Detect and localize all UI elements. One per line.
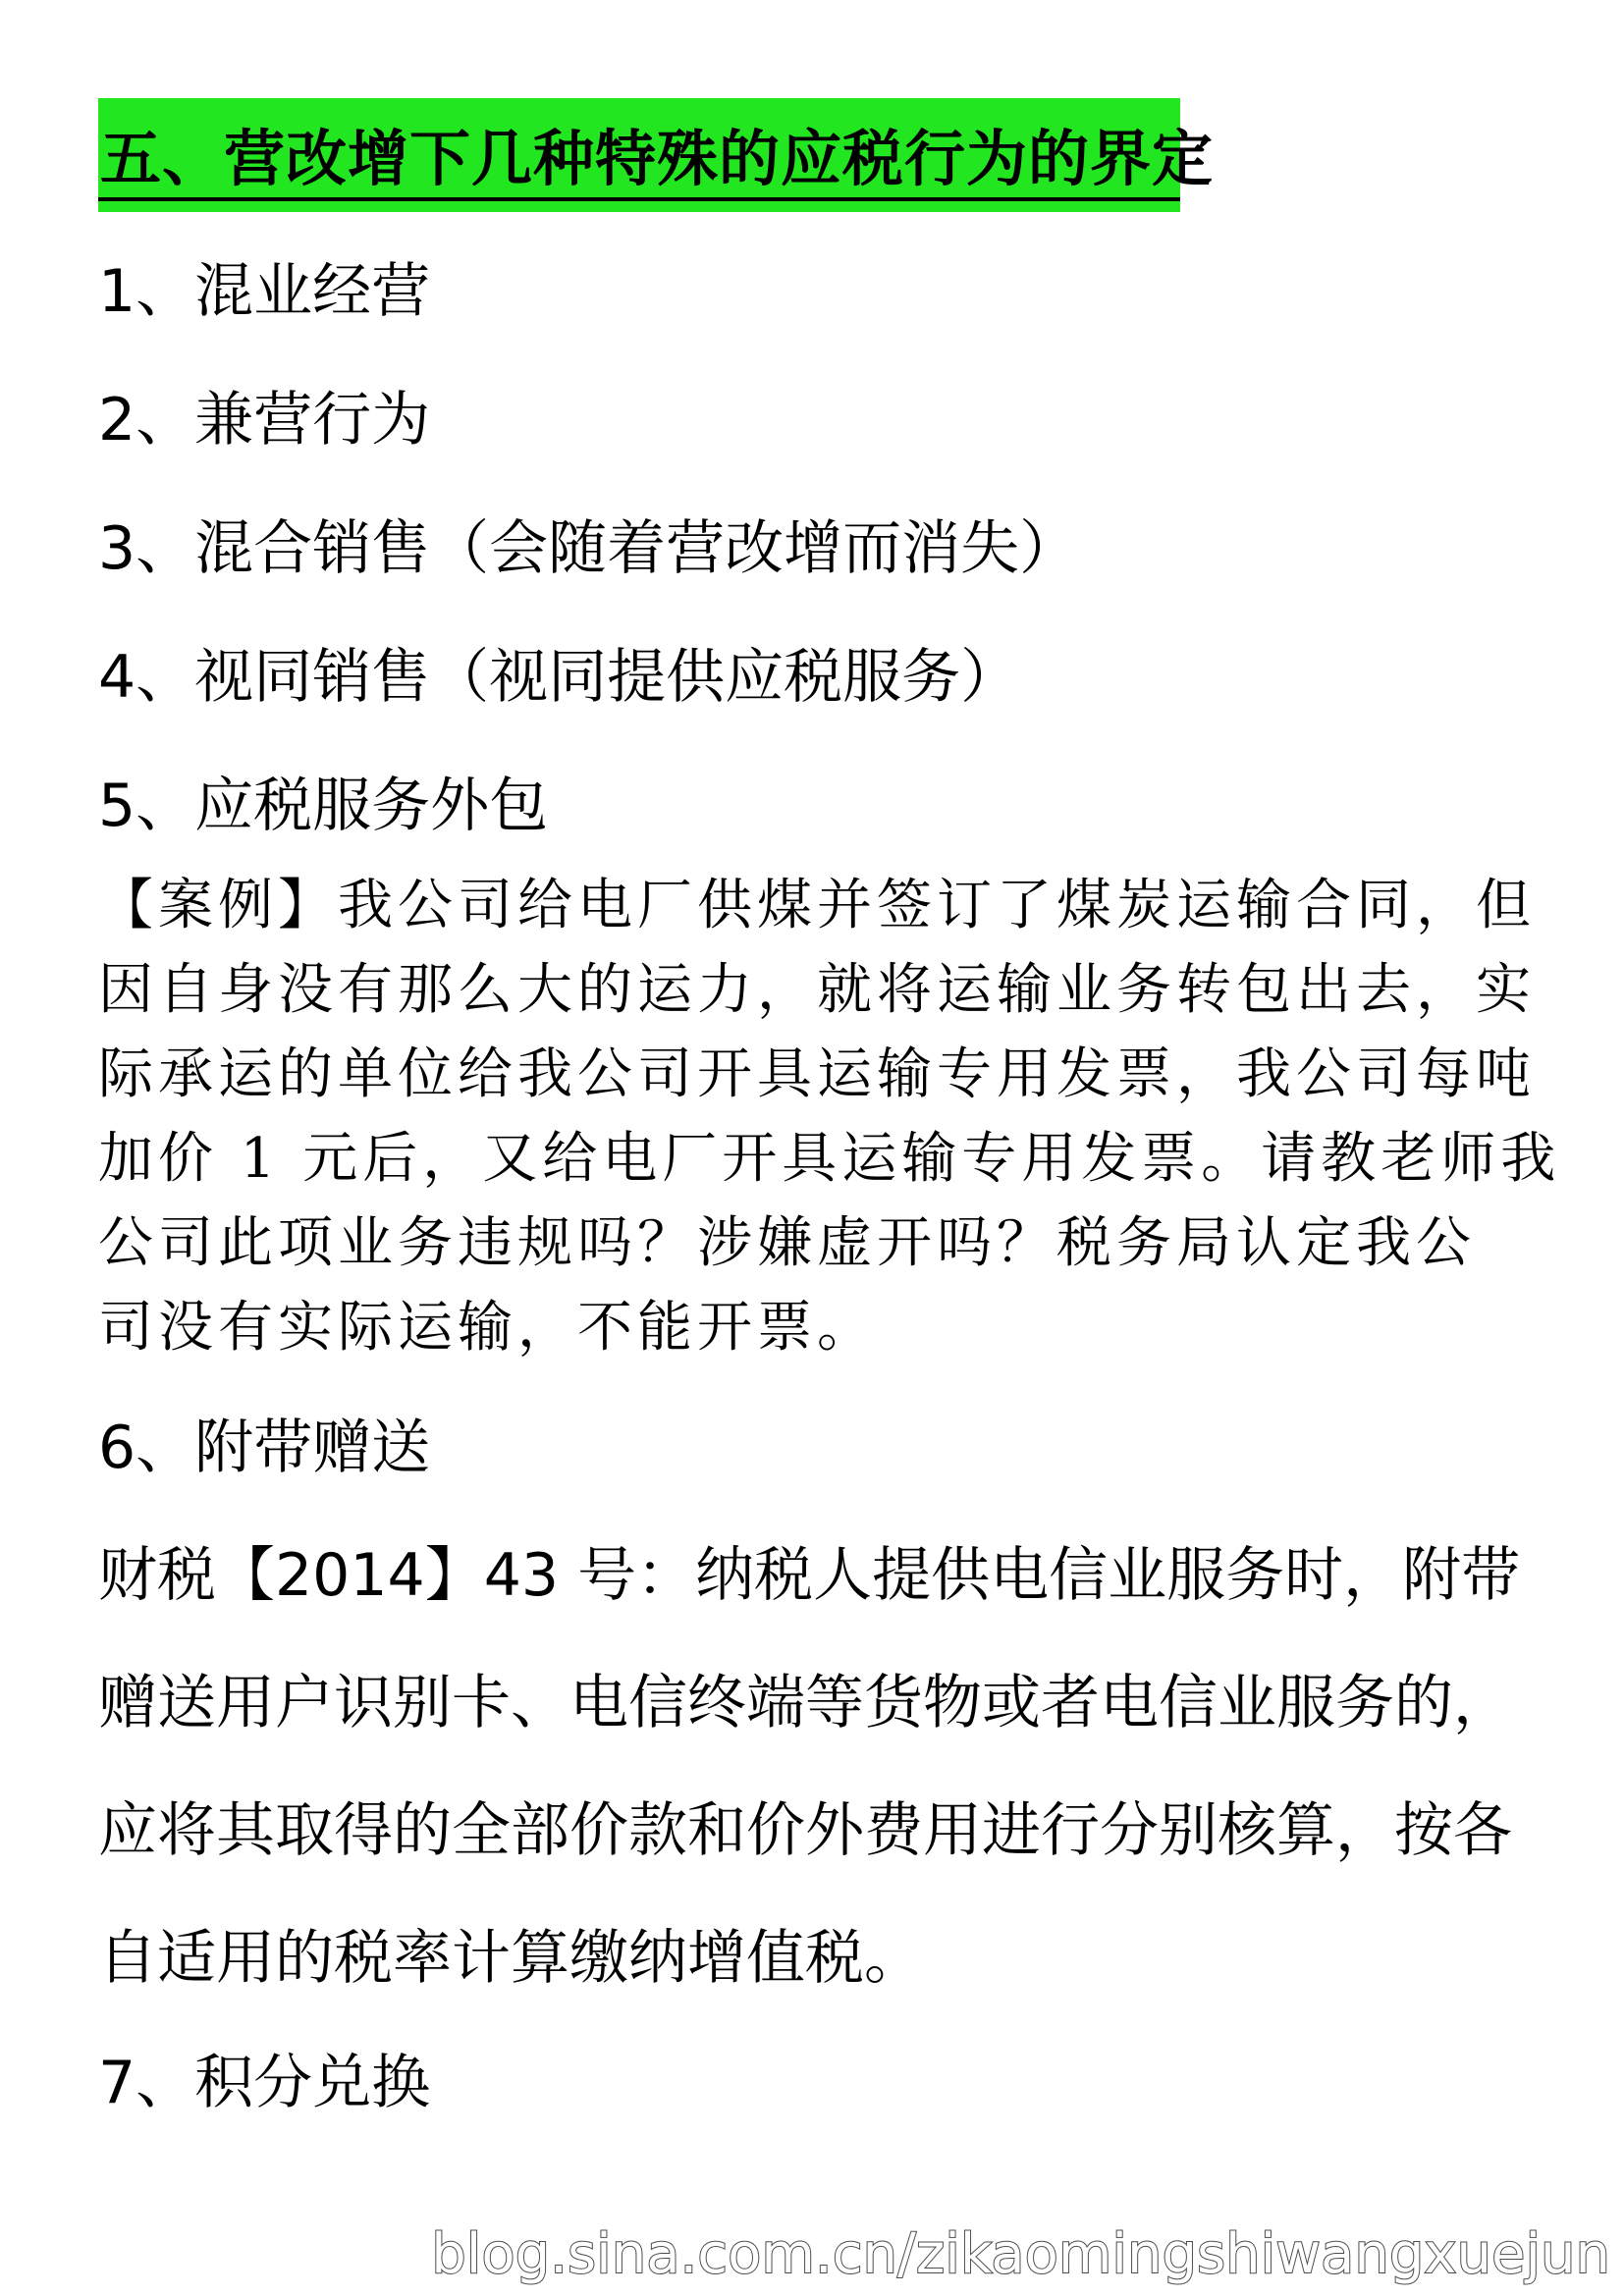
case-example: [98, 864, 1561, 1370]
list-item-service-outsourcing: 5、应税服务外包: [98, 772, 549, 840]
list-item-bundled-gifts: 6、附带赠送: [98, 1414, 431, 1482]
case-line: 公司此项业务违规吗？涉嫌虚开吗？税务局认定我公: [98, 1211, 1476, 1275]
list-item-concurrent-operation: 2、兼营行为: [98, 386, 431, 454]
blog-watermark: blog.sina.com.cn/zikaomingshiwangxuejun: [431, 2222, 1610, 2286]
regulation-line: 财税【2014】43 号：纳税人提供电信业服务时，附带: [98, 1541, 1521, 1610]
section-heading: [98, 98, 1215, 212]
heading-underline: [98, 197, 1180, 201]
regulation-line: 赠送用户识别卡、电信终端等货物或者电信业服务的，: [98, 1669, 1512, 1737]
list-item-mixed-sales: 3、混合销售（会随着营改增而消失）: [98, 514, 1079, 583]
case-line: 因自身没有那么大的运力，就将运输业务转包出去，实: [98, 958, 1536, 1022]
case-line: 【案例】我公司给电厂供煤并签订了煤炭运输合同，但: [98, 874, 1536, 937]
list-item-deemed-sales: 4、视同销售（视同提供应税服务）: [98, 643, 1020, 712]
regulation-line: 应将其取得的全部价款和价外费用进行分别核算，按各: [98, 1796, 1512, 1865]
case-line: 际承运的单位给我公司开具运输专用发票，我公司每吨: [98, 1042, 1536, 1106]
regulation-text: [98, 1526, 1571, 2037]
section-heading-title: 五、营改增下几种特殊的应税行为的界定: [100, 123, 1215, 194]
regulation-line: 自适用的税率计算缴纳增值税。: [98, 1924, 923, 1993]
list-item-points-exchange: 7、积分兑换: [98, 2049, 431, 2117]
list-item-mixed-operation: 1、混业经营: [98, 257, 431, 326]
case-line: 司没有实际运输，不能开票。: [98, 1296, 877, 1360]
case-line: 加价 1 元后，又给电厂开具运输专用发票。请教老师我: [98, 1127, 1561, 1191]
